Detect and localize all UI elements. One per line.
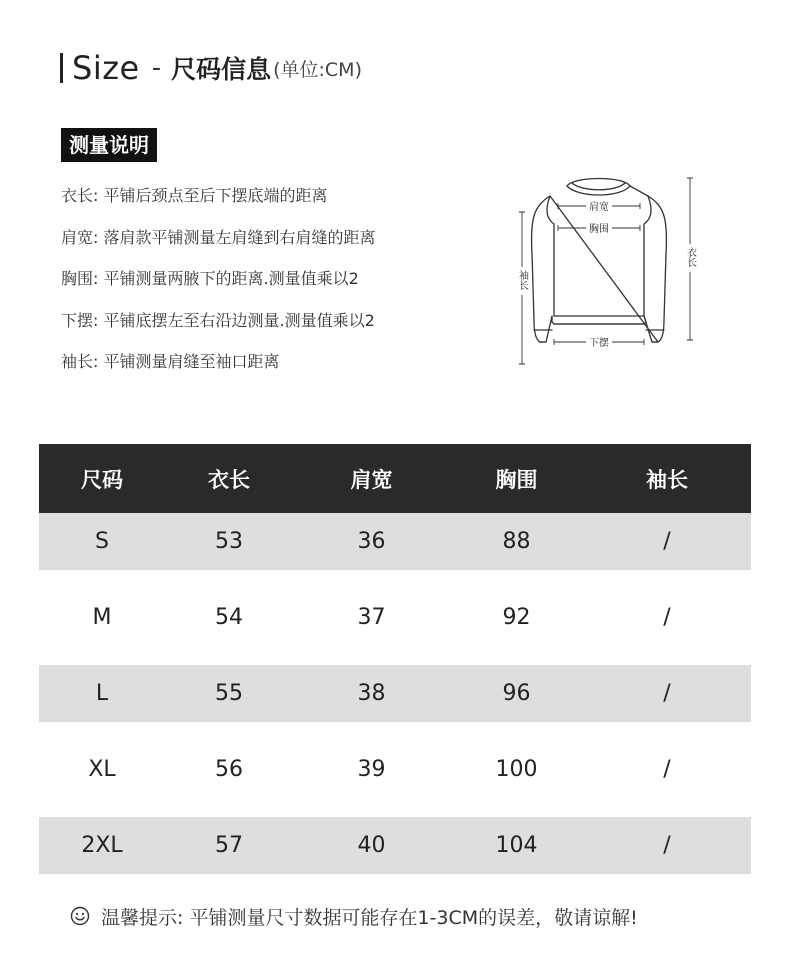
table-cell: 36 [293,513,450,570]
header-chest: 胸围 [450,444,583,513]
table-cell: 53 [165,513,293,570]
measurement-text: 落肩款平铺测量左肩缝到右肩缝的距离 [103,227,376,247]
diagram-label-hem: 下摆 [589,338,609,349]
measurement-label: 胸围: [61,269,99,288]
table-row [39,513,751,570]
measurement-item [61,307,376,335]
header-sleeve: 袖长 [583,444,751,513]
measurement-label: 下摆: [61,310,99,330]
page-title [60,48,362,88]
diagram-label-sleeve: 袖长 [516,270,528,290]
table-cell: / [583,513,751,570]
table-cell: 54 [165,570,293,665]
size-table [39,444,751,874]
table-cell: XL [39,722,165,817]
measurement-text: 平铺底摆左至右沿边测量.测量值乘以2 [103,310,375,330]
measurement-text: 平铺测量肩缝至袖口距离 [103,352,280,371]
table-cell: / [583,722,751,817]
table-cell: 88 [450,513,583,570]
measurement-list [61,182,376,390]
table-row [39,722,751,817]
table-cell: L [39,665,165,722]
measurement-label: 袖长: [61,352,99,371]
table-cell: 100 [450,722,583,817]
warm-tip-text: 温馨提示: 平铺测量尺寸数据可能存在1-3CM的误差，敬请谅解! [101,906,638,929]
measurement-label: 衣长: [61,186,99,205]
table-cell: / [583,665,751,722]
table-cell: 2XL [39,817,165,874]
table-cell: 40 [293,817,450,874]
title-unit: (单位:CM) [273,58,362,81]
measurement-item [61,265,376,293]
measurement-item [61,348,376,376]
table-cell: M [39,570,165,665]
table-cell: 56 [165,722,293,817]
title-dash: - [151,53,162,83]
header-length: 衣长 [165,444,293,513]
measurement-label: 肩宽: [61,227,99,247]
title-accent-bar [60,53,63,83]
table-cell: / [583,570,751,665]
header-size: 尺码 [39,444,165,513]
table-row [39,665,751,722]
warm-tip [70,900,638,932]
table-cell: 92 [450,570,583,665]
table-row [39,570,751,665]
table-cell: / [583,817,751,874]
measurement-text: 平铺后颈点至后下摆底端的距离 [103,186,328,205]
table-row [39,817,751,874]
header-shoulder: 肩宽 [293,444,450,513]
table-cell: S [39,513,165,570]
table-cell: 39 [293,722,450,817]
measurement-text: 平铺测量两腋下的距离.测量值乘以2 [103,269,359,288]
title-chinese: 尺码信息 [171,55,272,84]
diagram-label-shoulder: 肩宽 [589,202,609,213]
table-header-row [39,444,751,513]
table-cell: 104 [450,817,583,874]
table-cell: 38 [293,665,450,722]
diagram-label-length: 衣长 [684,247,696,267]
measurement-item [61,224,376,252]
table-cell: 96 [450,665,583,722]
table-cell: 37 [293,570,450,665]
measurement-badge: 测量说明 [61,128,157,162]
sweater-diagram [512,172,702,372]
smiley-icon [70,906,90,926]
measurement-item [61,182,376,210]
title-english: Size [72,49,140,87]
table-cell: 55 [165,665,293,722]
diagram-label-chest: 胸围 [589,224,609,235]
table-cell: 57 [165,817,293,874]
